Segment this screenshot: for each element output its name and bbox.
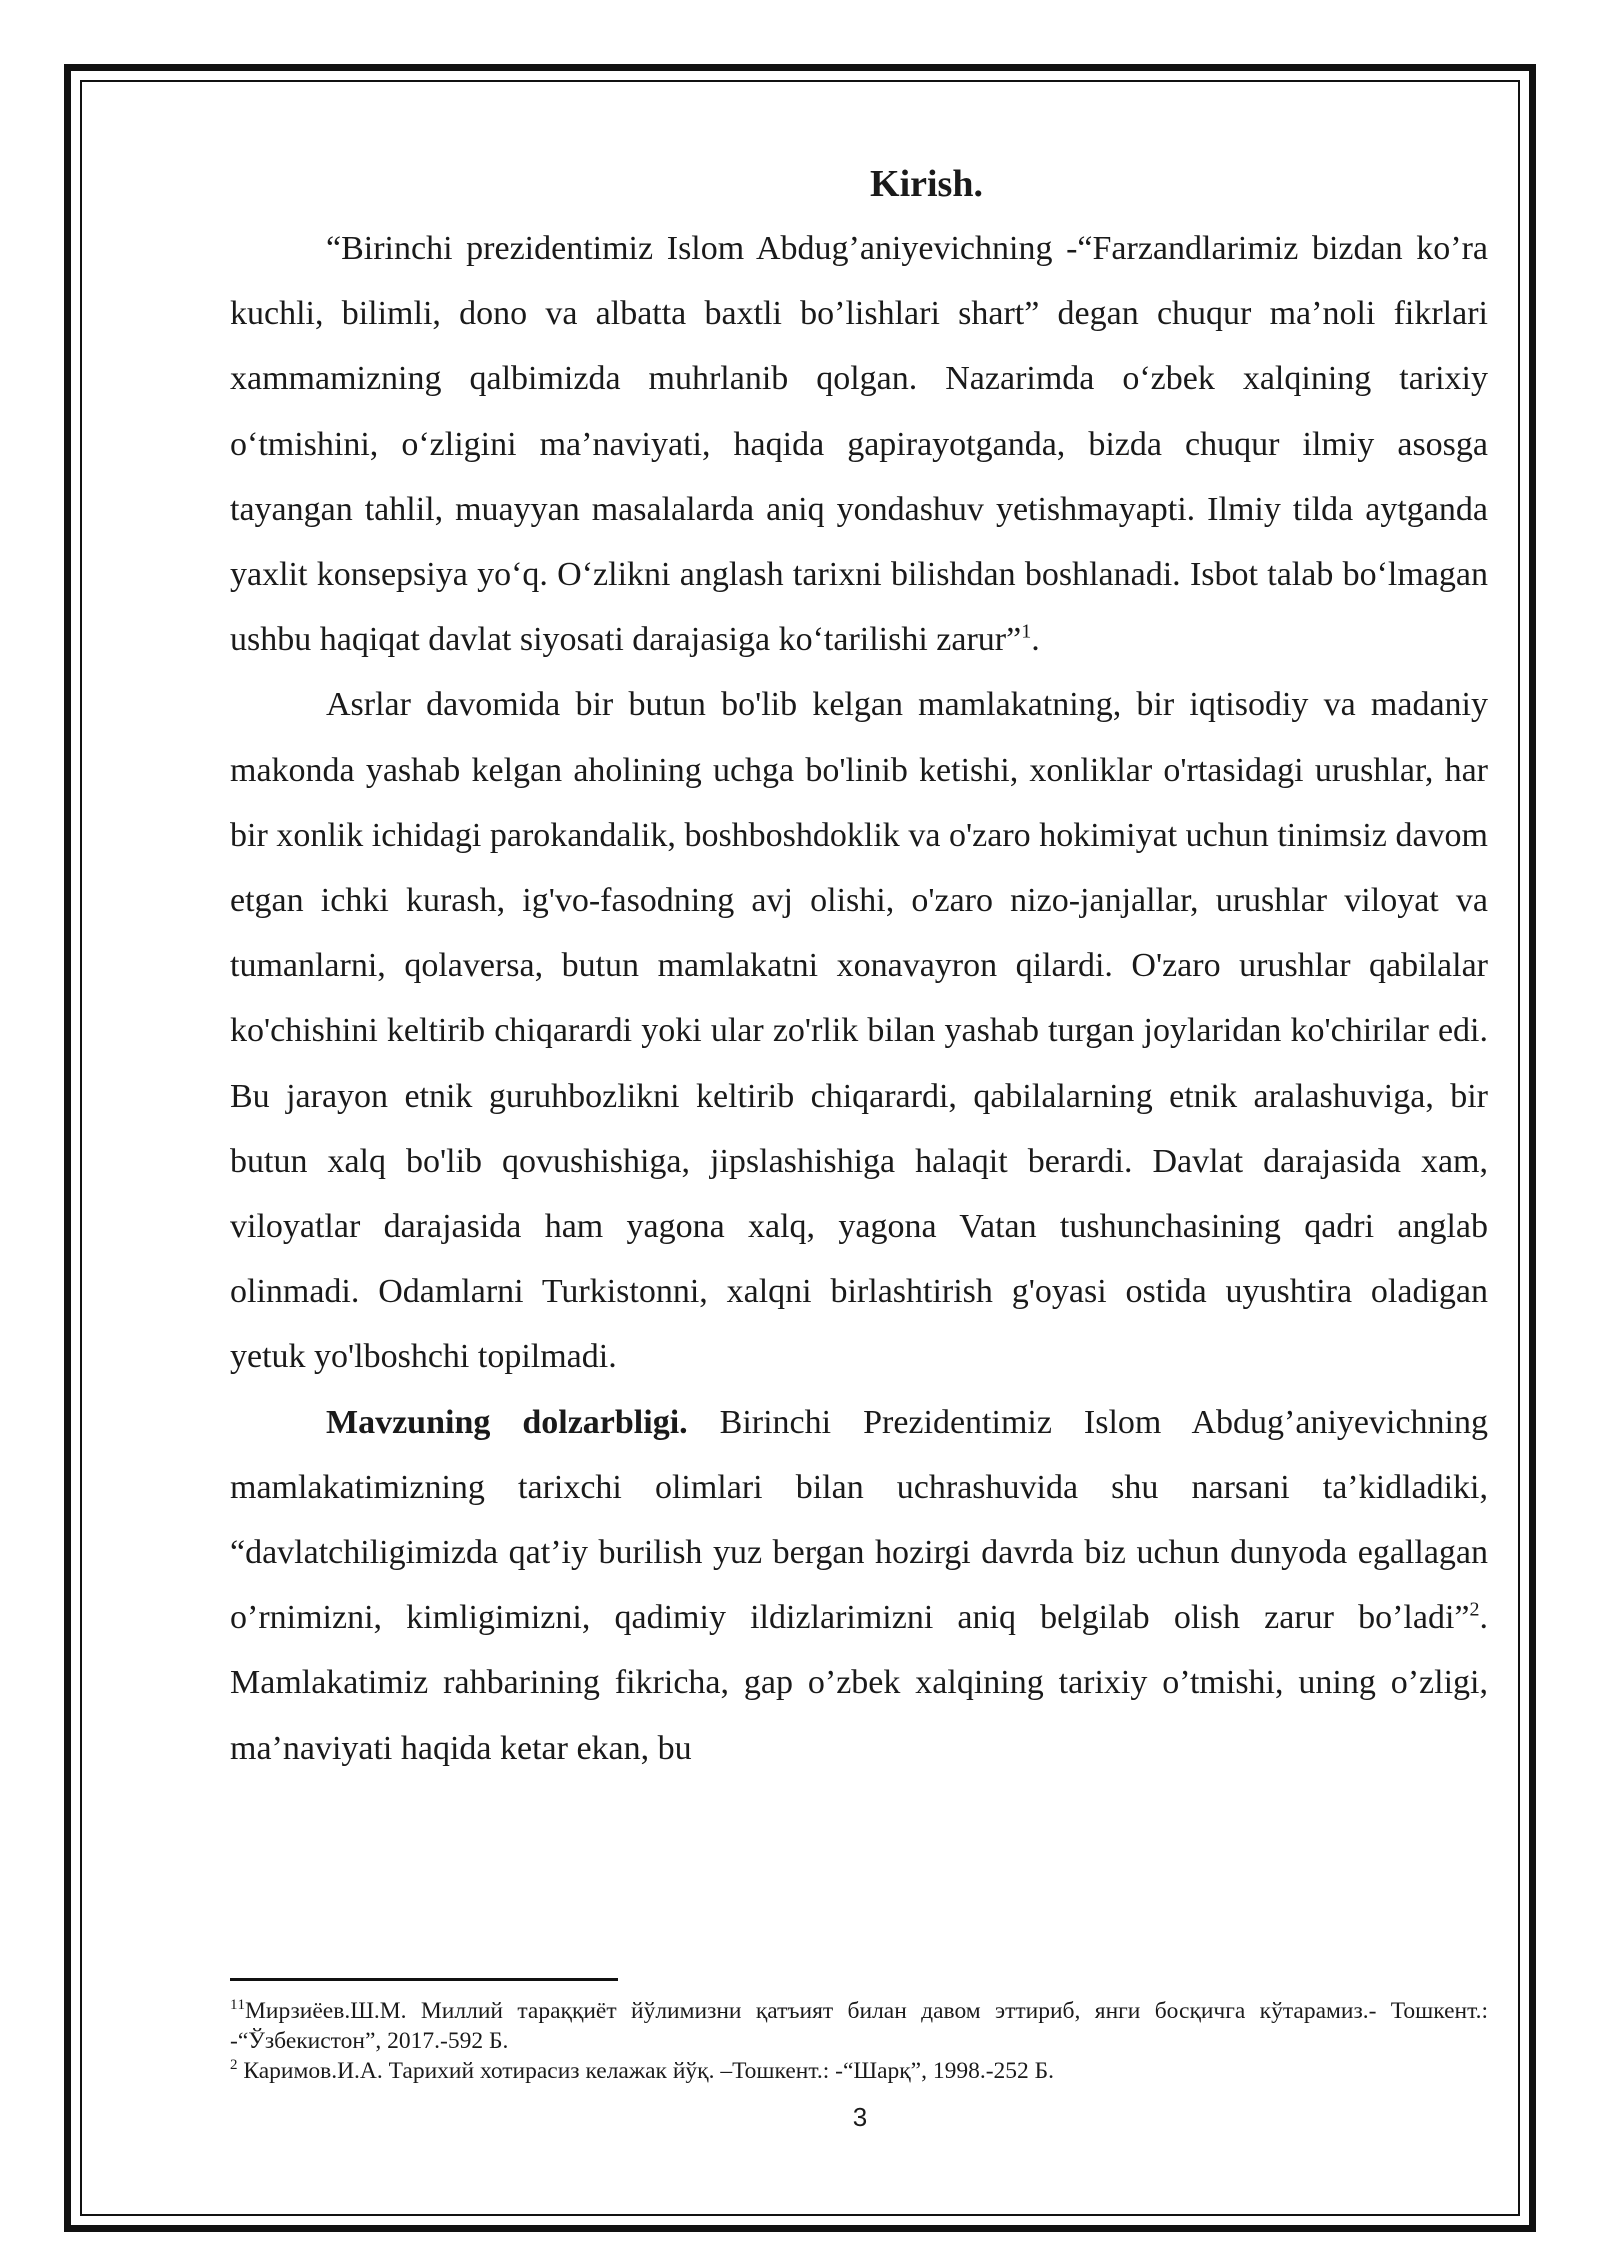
page-title: Kirish. bbox=[870, 163, 983, 205]
page-number: 3 bbox=[852, 2102, 868, 2132]
paragraph-text: Asrlar davomida bir butun bo'lib kelgan mamlakatning, bir iqtisodiy va madaniy makonda yashab kelgan aholining uchga bo'linib ketishi, xonliklar o'rtasidagi urushlar, har bir xonlik ichidagi parokandalik, boshboshdoklik va o'zaro hokimiyat uchun tinimsiz davom etgan ichki kurash, ig'vo-fasodning avj olishi, o'zaro nizo-janjallar, urushlar viloyat va tumanlarni, qolaversa, butun mamlakatni xonavayron qilardi. O'zaro urushlar qabilalar ko'chishini keltirib chiqarardi yoki ular zo'rlik bilan yashab turgan joylaridan ko'chirilar edi. Bu jarayon etnik guruhbozlikni keltirib chiqarardi, qabilalarning etnik aralashuviga, bir butun xalq bo'lib qovushishiga, jipslashishiga halaqit berardi. Davlat darajasida xam, viloyatlar darajasida ham yagona xalq, yagona Vatan tushunchasining qadri anglab olinmadi. Odamlarni Turkistonni, xalqni birlashtirish g'oyasi ostida uyushtira oladigan yetuk yo'lboshchi topilmadi. bbox=[230, 686, 1488, 1376]
section-heading-inline: Mavzuning dolzarbligi. bbox=[326, 1403, 688, 1441]
document-body bbox=[230, 150, 1488, 1781]
paragraph-3 bbox=[230, 1390, 1488, 1781]
paragraph-1 bbox=[230, 216, 1488, 672]
footnotes bbox=[230, 1996, 1488, 2086]
paragraph-2 bbox=[230, 672, 1488, 1389]
footnote-1 bbox=[230, 1996, 1488, 2056]
footnote-2 bbox=[230, 2056, 1488, 2086]
paragraph-text: Birinchi Prezidentimiz Islom Abdug’aniyevichning mamlakatimizning tarixchi olimlari bilan uchrashuvida shu narsani ta’kidladiki, “davlatchiligimizda qat’iy burilish yuz bergan hozirgi davrda biz uchun dunyoda egallagan o’rnimizni, kimligimizni, qadimiy ildizlarimizni aniq belgilab olish zarur bo’ladi” bbox=[230, 1403, 1488, 1637]
footnote-text: Мирзиёев.Ш.М. Миллий тараққиёт йўлимизни қатъият билан давом эттириб, янги босқичга кўтарамиз.- Тошкент.: -“Ўзбекистон”, 2017.-592 Б. bbox=[230, 1998, 1488, 2054]
footnote-ref[interactable]: 2 bbox=[1469, 1598, 1480, 1621]
paragraph-text: “Birinchi prezidentimiz Islom Abdug’aniyevichning -“Farzandlarimiz bizdan ko’ra kuchli, bilimli, dono va albatta baxtli bo’lishlari shart” degan chuqur ma’noli fikrlari xammamizning qalbimizda muhrlanib qolgan. Nazarimda o‘zbek xalqining tarixiy o‘tmishini, o‘zligini ma’naviyati, haqida gapirayotganda, bizda chuqur ilmiy asosga tayangan tahlil, muayyan masalalarda aniq yondashuv yetishmayapti. Ilmiy tilda aytganda yaxlit konsepsiya yo‘q. O‘zlikni anglash tarixni bilishdan boshlanadi. Isbot talab bo‘lmagan ushbu haqiqat davlat siyosati darajasiga ko‘tarilishi zarur” bbox=[230, 230, 1488, 659]
paragraph-tail: . Mamlakatimiz rahbarining fikricha, gap o’zbek xalqining tarixiy o’tmishi, uning o’zligi, ma’naviyati haqida ketar ekan, bu bbox=[230, 1599, 1488, 1767]
footnote-ref[interactable]: 1 bbox=[1021, 620, 1032, 643]
footnote-text: Каримов.И.А. Тарихий хотирасиз келажак йўқ. –Тошкент.: -“Шарқ”, 1998.-252 Б. bbox=[237, 2058, 1055, 2084]
footnote-marker: 1 bbox=[230, 1997, 238, 2014]
footnote-separator bbox=[230, 1978, 618, 1981]
paragraph-tail: . bbox=[1031, 621, 1040, 659]
footnote-inner-marker: 1 bbox=[237, 1997, 245, 2014]
footnote-marker: 2 bbox=[230, 2057, 238, 2074]
